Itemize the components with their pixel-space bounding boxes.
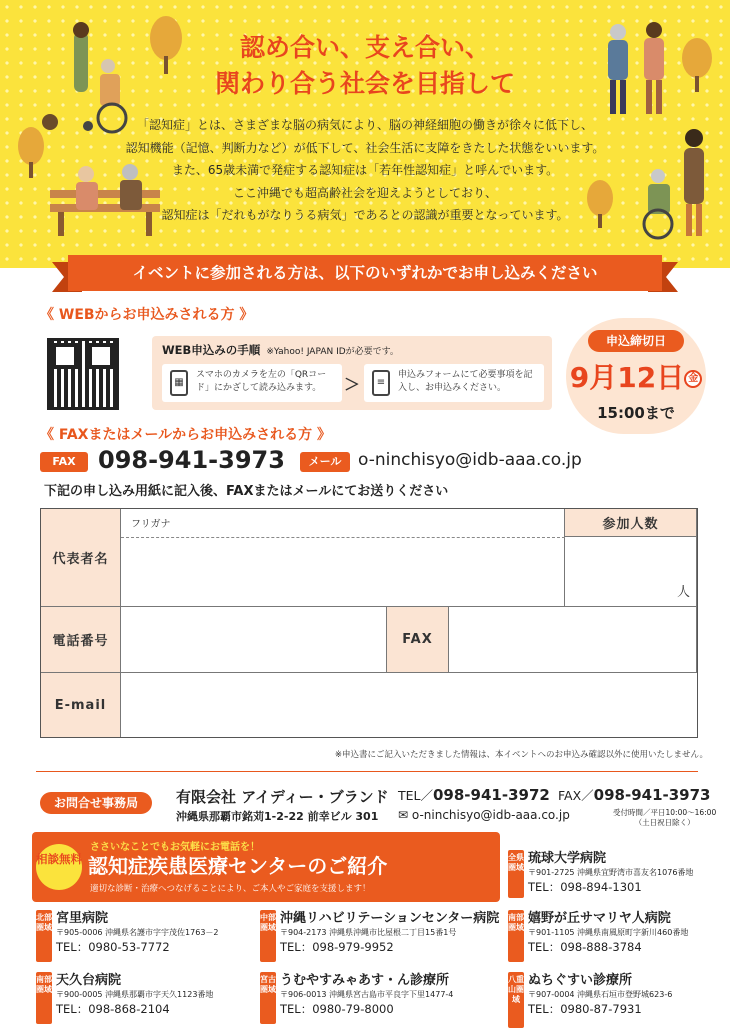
deadline-date-text: 9月12日 <box>569 361 685 394</box>
chevron-right-icon: ＞ <box>344 375 361 394</box>
web-section-heading: 《 WEBからお申込みされる方 》 <box>40 307 254 323</box>
hospital-name: 沖縄リハビリテーションセンター病院 <box>280 911 500 926</box>
fax-tag: FAX <box>40 452 88 472</box>
participants-label: 参加人数 <box>565 509 697 537</box>
hero-title-line: 関わり合う社会を目指して <box>214 69 515 98</box>
hospital-tel[interactable]: TEL：098-888-3784 <box>528 940 642 954</box>
tel-label: TEL／ <box>398 788 433 803</box>
hours-line: 受付時間／平日10:00～16:00 <box>613 808 717 817</box>
region-badge: 宮古圏域 <box>260 972 276 1024</box>
hospital-entry <box>528 850 693 895</box>
hours-line: （土日祝日除く） <box>634 818 695 827</box>
banner-description: 適切な診断・治療へつなげることにより、ご本人やご家庭を支援します！ <box>90 884 371 894</box>
hospital-address: 〒906-0013 沖縄県宮古島市平良字下里1477-4 <box>280 990 454 999</box>
application-form <box>40 508 698 738</box>
hospital-tel[interactable]: TEL：098-868-2104 <box>56 1002 170 1016</box>
hospital-name: 琉球大学病院 <box>528 851 607 866</box>
description-line: 認知機能（記憶、判断力など）が低下して、社会生活に支障をきたした状態をいいます。 <box>125 140 605 155</box>
hospital-tel[interactable]: TEL：0980-87-7931 <box>528 1002 642 1016</box>
hero-title-line: 認め合い、支え合い、 <box>239 33 490 62</box>
fax-label: FAX／ <box>558 788 594 803</box>
region-badge: 南部圏域 <box>36 972 52 1024</box>
application-ribbon: イベントに参加される方は、以下のいずれかでお申し込みください <box>68 255 662 291</box>
qr-scan-icon: ▦ <box>170 370 188 396</box>
hospital-entry <box>280 910 499 955</box>
region-badge: 北部圏域 <box>36 910 52 962</box>
hospital-tel[interactable]: TEL：0980-53-7772 <box>56 940 170 954</box>
divider <box>36 771 698 772</box>
banner-subtitle: ささいなことでもお気軽にお電話を！ <box>90 842 260 853</box>
hospital-name: ぬちぐすい診療所 <box>528 973 633 988</box>
furigana-label: フリガナ <box>131 519 171 530</box>
office-hours <box>613 808 716 828</box>
banner-title: 認知症疾患医療センターのご紹介 <box>88 854 388 878</box>
hero-description <box>0 114 730 227</box>
company-name: 有限会社 アイディー・ブランド <box>176 788 389 806</box>
contact-fax <box>558 786 711 804</box>
smartphone-icon: ≡ <box>372 370 390 396</box>
hospital-name: 嬉野が丘サマリヤ人病院 <box>528 911 671 926</box>
step-text: 申込みフォームにて必要事項を記入し、お申込みください。 <box>398 370 533 393</box>
step-fill-form <box>364 364 544 402</box>
steps-title-text: WEB申込みの手順 <box>162 343 261 357</box>
mail-tag: メール <box>300 452 350 472</box>
deadline-time: 15:00まで <box>597 404 675 422</box>
center-banner <box>32 832 500 902</box>
fax-label: FAX <box>387 607 449 673</box>
hospital-name: うむやすみゃあす・ん診療所 <box>280 973 450 988</box>
company-address: 沖縄県那覇市銘苅1-2-22 前幸ビル 301 <box>176 810 379 823</box>
steps-note: ※Yahoo! JAPAN IDが必要です。 <box>266 347 399 357</box>
envelope-icon: ✉ <box>398 808 412 822</box>
tel-number[interactable]: 098-941-3972 <box>433 786 550 804</box>
hospital-entry <box>56 972 213 1017</box>
free-consult-badge: 相談無料 <box>36 844 82 890</box>
person-unit: 人 <box>676 585 690 600</box>
hospital-address: 〒905-0006 沖縄県名護市字宇茂佐1763－2 <box>56 928 219 937</box>
contact-tel <box>398 786 550 804</box>
hospital-address: 〒901-1105 沖縄県南風原町字新川460番地 <box>528 928 689 937</box>
hospital-entry <box>56 910 219 955</box>
hospital-tel[interactable]: TEL：0980-79-8000 <box>280 1002 394 1016</box>
hospital-tel[interactable]: TEL：098-894-1301 <box>528 880 642 894</box>
hospital-name: 宮里病院 <box>56 911 109 926</box>
email-address[interactable]: o-ninchisyo@idb-aaa.co.jp <box>358 450 582 470</box>
hospital-address: 〒901-2725 沖縄県宜野湾市喜友名1076番地 <box>528 868 694 877</box>
participants-field[interactable] <box>565 537 697 607</box>
region-badge: 中部圏域 <box>260 910 276 962</box>
hospital-address: 〒907-0004 沖縄県石垣市登野城623-6 <box>528 990 673 999</box>
deadline-date <box>566 362 706 394</box>
phone-field[interactable] <box>121 607 387 673</box>
hospital-address: 〒900-0005 沖縄県那覇市字天久1123番地 <box>56 990 214 999</box>
fax-section-heading: 《 FAXまたはメールからお申込みされる方 》 <box>40 427 332 443</box>
rep-name-label: 代表者名 <box>41 509 121 607</box>
hospital-address: 〒904-2173 沖縄県沖縄市比屋根二丁目15番1号 <box>280 928 457 937</box>
hospital-entry <box>528 910 688 955</box>
privacy-note: ※申込書にご記入いただきました情報は、本イベントへのお申込み確認以外に使用いたしません。 <box>334 750 708 760</box>
deadline-label: 申込締切日 <box>588 330 684 352</box>
hospital-name: 天久台病院 <box>56 973 122 988</box>
web-steps-box <box>152 336 552 410</box>
qr-code[interactable] <box>47 338 119 410</box>
step-scan-qr <box>162 364 342 402</box>
description-line: 「認知症」とは、さまざまな脳の病気により、脳の神経細胞の働きが徐々に低下し、 <box>136 118 593 132</box>
fax-field[interactable] <box>449 607 697 673</box>
step-text: スマホのカメラを左の「QRコード」にかざして読み込みます。 <box>196 370 327 393</box>
rep-name-field[interactable] <box>121 509 565 607</box>
fax-number: 098-941-3973 <box>98 446 285 474</box>
region-badge: 南部圏域 <box>508 910 524 962</box>
hospital-entry <box>280 972 453 1017</box>
email-label: E-mail <box>41 673 121 737</box>
fax-number: 098-941-3973 <box>593 786 711 804</box>
contact-email-text[interactable]: o-ninchisyo@idb-aaa.co.jp <box>411 808 570 822</box>
phone-label: 電話番号 <box>41 607 121 673</box>
description-line: また、65歳未満で発症する認知症は「若年性認知症」と呼んでいます。 <box>171 163 559 177</box>
hospital-tel[interactable]: TEL：098-979-9952 <box>280 940 394 954</box>
description-line: ここ沖縄でも超高齢社会を迎えようとしており、 <box>232 185 497 200</box>
contact-email <box>398 808 570 822</box>
deadline-badge <box>566 318 706 434</box>
region-badge: 全県圏域 <box>508 850 524 898</box>
hospital-entry <box>528 972 672 1017</box>
contact-tag: お問合せ事務局 <box>40 792 152 814</box>
furigana-divider <box>121 537 565 538</box>
instruction-text: 下記の申し込み用紙に記入後、FAXまたはメールにてお送りください <box>44 484 449 499</box>
hero-title <box>0 30 730 102</box>
email-field[interactable] <box>121 673 697 737</box>
description-line: 認知症は「だれもがなりうる病気」であるとの認識が重要となっています。 <box>161 208 569 222</box>
deadline-weekday: 金 <box>684 370 702 388</box>
region-badge: 八重山圏域 <box>508 972 524 1028</box>
steps-title <box>162 342 399 358</box>
